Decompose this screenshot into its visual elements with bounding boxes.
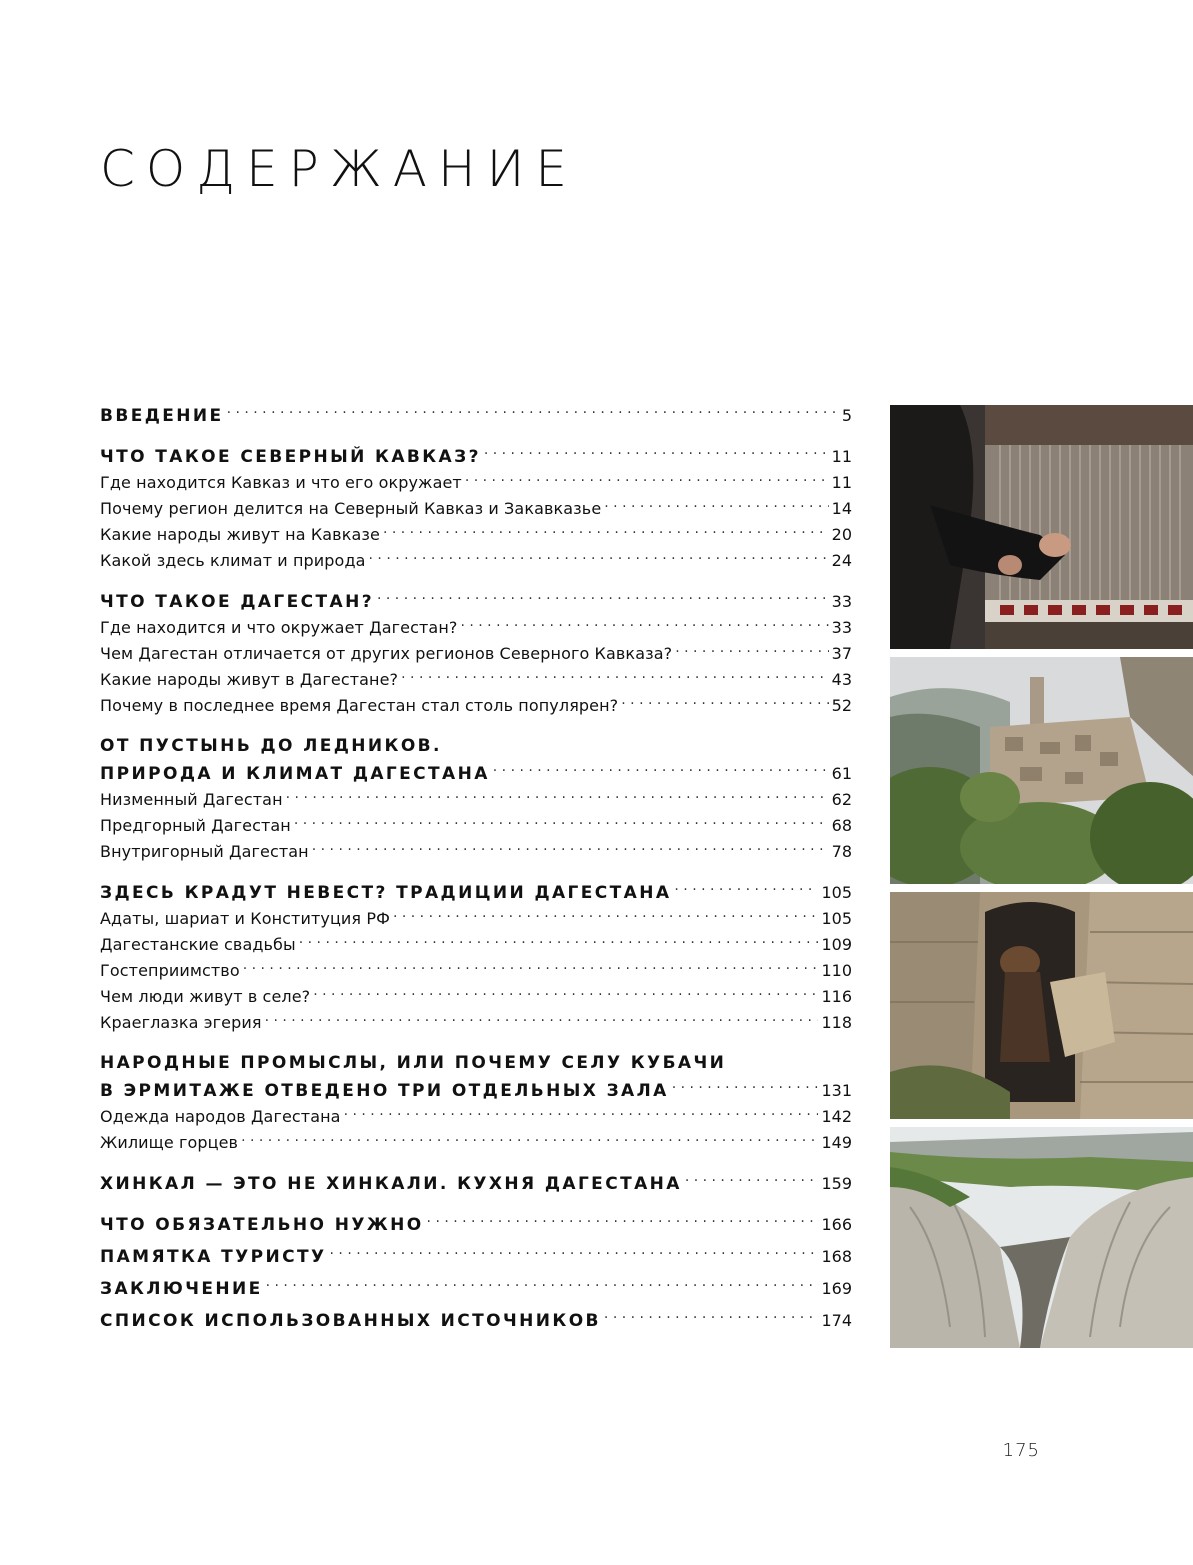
dot-leader xyxy=(604,1309,819,1326)
toc-heading[interactable] xyxy=(100,1211,852,1238)
toc-entry[interactable] xyxy=(100,984,852,1010)
dot-leader xyxy=(393,908,818,924)
toc-entry-label: Почему в последнее время Дагестан стал столь популярен? xyxy=(100,696,619,715)
toc-entry-label: Гостеприимство xyxy=(100,961,240,980)
dot-leader xyxy=(401,669,828,685)
toc-page-number: 174 xyxy=(821,1311,852,1330)
toc-heading-label: ЗАКЛЮЧЕНИЕ xyxy=(100,1279,263,1299)
toc-section xyxy=(100,1307,852,1334)
toc-heading[interactable] xyxy=(100,879,852,906)
toc-page-number: 105 xyxy=(821,909,852,928)
toc-entry[interactable] xyxy=(100,548,852,574)
dot-leader xyxy=(313,986,818,1002)
toc-heading[interactable] xyxy=(100,588,852,615)
dot-leader xyxy=(227,404,839,421)
toc-page-number: 168 xyxy=(821,1247,852,1266)
toc-entry[interactable] xyxy=(100,1130,852,1156)
toc-page-number: 68 xyxy=(831,816,852,835)
photo-mountain-village xyxy=(890,657,1193,884)
toc-page-number: 14 xyxy=(831,499,852,518)
toc-entry[interactable] xyxy=(100,496,852,522)
dot-leader xyxy=(344,1106,819,1122)
toc-entry[interactable] xyxy=(100,667,852,693)
toc-page-number: 105 xyxy=(821,883,852,902)
dot-leader xyxy=(241,1132,818,1148)
toc-page-number: 33 xyxy=(831,618,852,637)
toc-entry[interactable] xyxy=(100,1010,852,1036)
toc-page-number: 24 xyxy=(831,551,852,570)
toc-page-number: 11 xyxy=(831,473,852,492)
toc-entry-label: Низменный Дагестан xyxy=(100,790,283,809)
toc-entry[interactable] xyxy=(100,958,852,984)
dot-leader xyxy=(674,881,818,898)
toc-entry-label: Адаты, шариат и Конституция РФ xyxy=(100,909,390,928)
toc-heading-label: ЧТО ОБЯЗАТЕЛЬНО НУЖНО xyxy=(100,1215,424,1235)
toc-heading-label: ПРИРОДА И КЛИМАТ ДАГЕСТАНА xyxy=(100,764,490,784)
toc-heading[interactable] xyxy=(100,1243,852,1270)
toc-heading[interactable] xyxy=(100,1307,852,1334)
toc-page-number: 149 xyxy=(821,1133,852,1152)
photo-weaver-at-loom xyxy=(890,405,1193,649)
toc-section xyxy=(100,1243,852,1270)
toc-entry[interactable] xyxy=(100,839,852,865)
toc-heading-label: СПИСОК ИСПОЛЬЗОВАННЫХ ИСТОЧНИКОВ xyxy=(100,1311,601,1331)
toc-section xyxy=(100,733,852,865)
toc-section xyxy=(100,1170,852,1197)
toc-page-number: 116 xyxy=(821,987,852,1006)
toc-heading-label: НАРОДНЫЕ ПРОМЫСЛЫ, ИЛИ ПОЧЕМУ СЕЛУ КУБАЧИ xyxy=(100,1053,727,1073)
dot-leader xyxy=(427,1213,819,1230)
dot-leader xyxy=(377,590,829,607)
page-number: 175 xyxy=(1002,1440,1040,1461)
page-title: СОДЕРЖАНИЕ xyxy=(100,140,578,198)
toc-entry-label: Почему регион делится на Северный Кавказ и Закавказье xyxy=(100,499,602,518)
toc-entry[interactable] xyxy=(100,522,852,548)
toc-section xyxy=(100,588,852,719)
dot-leader xyxy=(672,1079,819,1096)
toc-page-number: 131 xyxy=(821,1081,852,1100)
toc-page-number: 166 xyxy=(821,1215,852,1234)
toc-entry[interactable] xyxy=(100,906,852,932)
toc-entry[interactable] xyxy=(100,693,852,719)
toc-entry-label: Какой здесь климат и природа xyxy=(100,551,366,570)
dot-leader xyxy=(383,524,829,540)
toc-section xyxy=(100,879,852,1036)
toc-page-number: 43 xyxy=(831,670,852,689)
photo-column xyxy=(890,405,1193,1356)
toc-entry-label: Где находится и что окружает Дагестан? xyxy=(100,618,458,637)
dot-leader xyxy=(465,472,829,488)
toc-page-number: 37 xyxy=(831,644,852,663)
toc-entry-label: Чем Дагестан отличается от других регионов Северного Кавказа? xyxy=(100,644,673,663)
dot-leader xyxy=(266,1277,819,1294)
dot-leader xyxy=(294,815,829,831)
toc-section xyxy=(100,1211,852,1238)
dot-leader xyxy=(621,695,828,711)
photo-canyon xyxy=(890,1127,1193,1348)
toc-section xyxy=(100,443,852,574)
dot-leader xyxy=(312,841,829,857)
toc-heading-label: ХИНКАЛ — ЭТО НЕ ХИНКАЛИ. КУХНЯ ДАГЕСТАНА xyxy=(100,1174,682,1194)
toc-page-number: 142 xyxy=(821,1107,852,1126)
dot-leader xyxy=(243,960,819,976)
toc-section xyxy=(100,1275,852,1302)
toc-page-number: 33 xyxy=(831,592,852,611)
toc-page-number: 52 xyxy=(831,696,852,715)
toc-entry-label: Какие народы живут в Дагестане? xyxy=(100,670,399,689)
toc-heading-label: ЧТО ТАКОЕ ДАГЕСТАН? xyxy=(100,592,374,612)
toc-page-number: 118 xyxy=(821,1013,852,1032)
dot-leader xyxy=(675,643,828,659)
dot-leader xyxy=(330,1245,819,1262)
toc-page-number: 159 xyxy=(821,1174,852,1193)
toc-page-number: 20 xyxy=(831,525,852,544)
toc-heading-label: В ЭРМИТАЖЕ ОТВЕДЕНО ТРИ ОТДЕЛЬНЫХ ЗАЛА xyxy=(100,1081,669,1101)
toc-page-number: 109 xyxy=(821,935,852,954)
toc-heading[interactable] xyxy=(100,1275,852,1302)
dot-leader xyxy=(460,617,828,633)
toc-heading[interactable] xyxy=(100,443,852,470)
toc-page-number: 169 xyxy=(821,1279,852,1298)
toc-entry[interactable] xyxy=(100,787,852,813)
toc-page-number: 61 xyxy=(831,764,852,783)
toc-section xyxy=(100,1050,852,1156)
toc-page-number: 5 xyxy=(841,406,852,425)
dot-leader xyxy=(685,1172,819,1189)
toc-entry-label: Внутригорный Дагестан xyxy=(100,842,309,861)
toc-heading[interactable] xyxy=(100,760,852,787)
toc-page-number: 78 xyxy=(831,842,852,861)
dot-leader xyxy=(369,550,829,566)
toc-entry[interactable] xyxy=(100,932,852,958)
toc-entry-label: Краеглазка эгерия xyxy=(100,1013,262,1032)
toc-heading[interactable] xyxy=(100,1050,852,1077)
dot-leader xyxy=(484,445,829,462)
toc-heading[interactable] xyxy=(100,1170,852,1197)
toc-entry[interactable] xyxy=(100,470,852,496)
toc-heading-label: ЧТО ТАКОЕ СЕВЕРНЫЙ КАВКАЗ? xyxy=(100,447,481,467)
toc-page-number: 110 xyxy=(821,961,852,980)
toc-section xyxy=(100,402,852,429)
dot-leader xyxy=(299,934,819,950)
toc-entry-label: Где находится Кавказ и что его окружает xyxy=(100,473,462,492)
toc-entry-label: Одежда народов Дагестана xyxy=(100,1107,341,1126)
toc-heading[interactable] xyxy=(100,1077,852,1104)
dot-leader xyxy=(265,1012,819,1028)
toc-heading-label: ВВЕДЕНИЕ xyxy=(100,406,224,426)
toc-entry-label: Чем люди живут в селе? xyxy=(100,987,311,1006)
toc-heading-label: ЗДЕСЬ КРАДУТ НЕВЕСТ? ТРАДИЦИИ ДАГЕСТАНА xyxy=(100,883,672,903)
toc-entry[interactable] xyxy=(100,615,852,641)
toc-heading[interactable] xyxy=(100,733,852,760)
toc-entry-label: Какие народы живут на Кавказе xyxy=(100,525,380,544)
table-of-contents xyxy=(100,402,852,1339)
toc-entry[interactable] xyxy=(100,813,852,839)
toc-heading[interactable] xyxy=(100,402,852,429)
dot-leader xyxy=(604,498,828,514)
toc-heading-label: ОТ ПУСТЫНЬ ДО ЛЕДНИКОВ. xyxy=(100,736,442,756)
toc-page-number: 62 xyxy=(831,790,852,809)
toc-heading-label: ПАМЯТКА ТУРИСТУ xyxy=(100,1247,327,1267)
toc-entry[interactable] xyxy=(100,641,852,667)
toc-entry-label: Предгорный Дагестан xyxy=(100,816,291,835)
dot-leader xyxy=(493,762,829,779)
toc-page-number: 11 xyxy=(831,447,852,466)
photo-stone-ruins-cow xyxy=(890,892,1193,1119)
toc-entry-label: Жилище горцев xyxy=(100,1133,239,1152)
dot-leader xyxy=(286,789,829,805)
toc-entry-label: Дагестанские свадьбы xyxy=(100,935,296,954)
toc-entry[interactable] xyxy=(100,1104,852,1130)
